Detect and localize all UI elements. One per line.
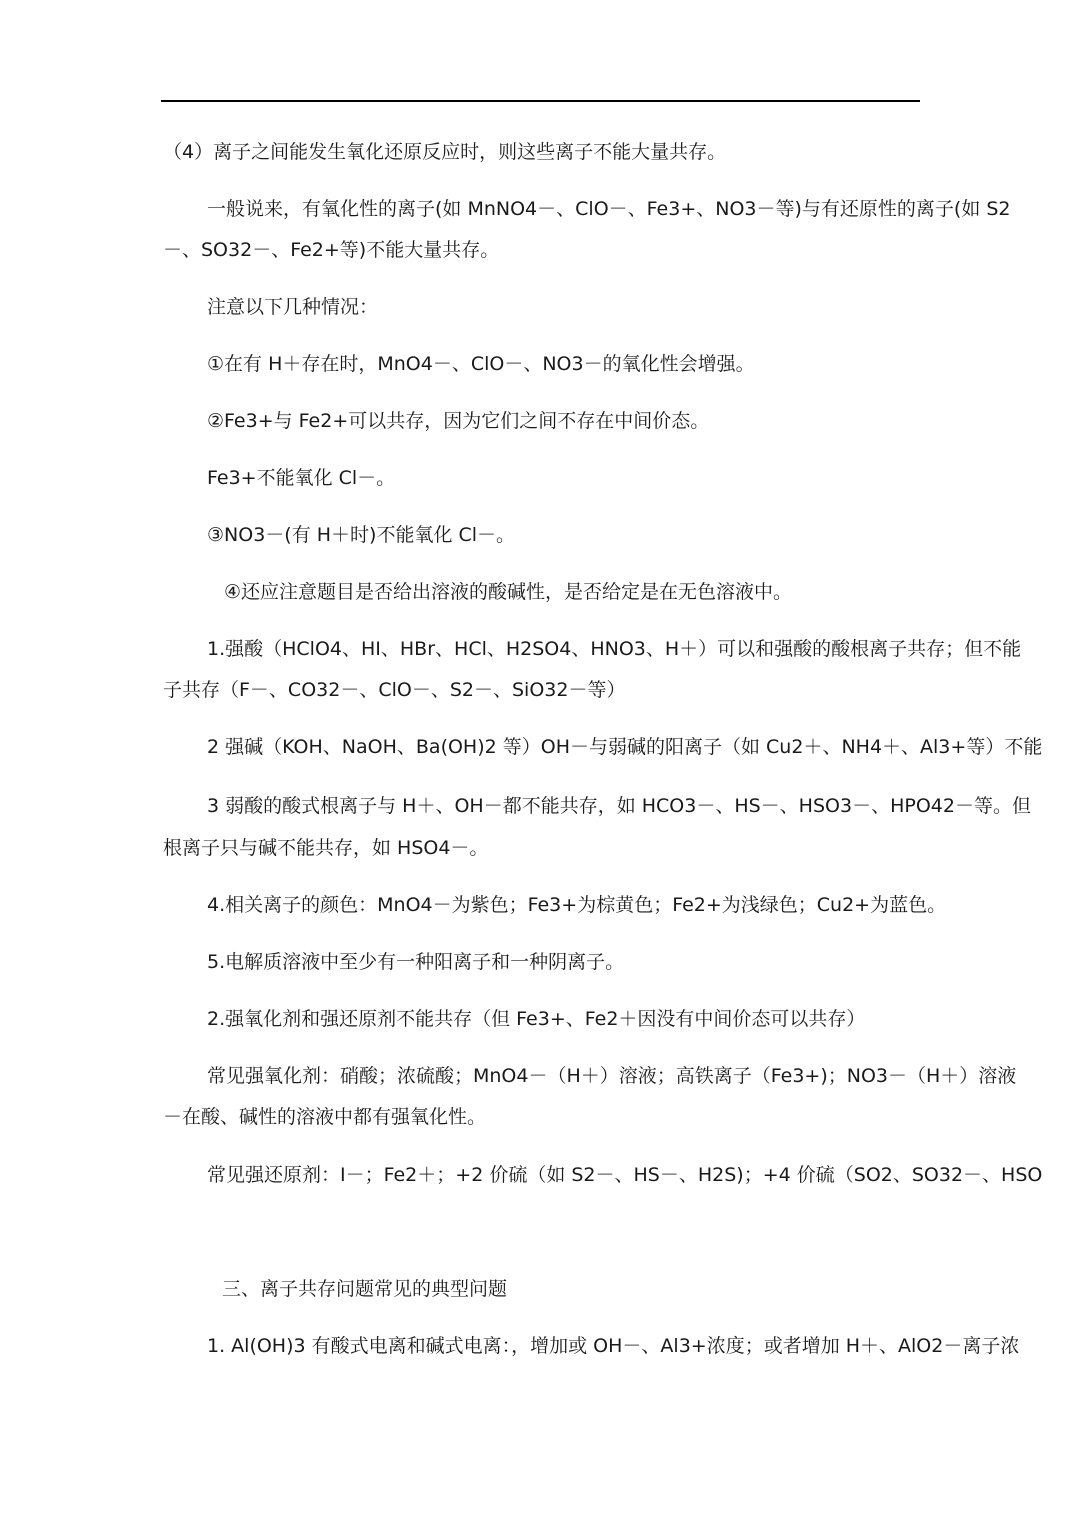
- text-line: 根离子只与碱不能共存，如 HSO4－。: [163, 837, 489, 859]
- text-line: 子共存（F－、CO32－、ClO－、S2－、SiO32－等）: [163, 679, 626, 701]
- text-line: ④还应注意题目是否给出溶液的酸碱性，是否给定是在无色溶液中。: [224, 581, 793, 603]
- text-line: 常见强还原剂：I－；Fe2＋；+2 价硫（如 S2－、HS－、H2S)；+4 价硫（SO2、SO32－、HSO: [207, 1164, 1043, 1186]
- text-line: 5.电解质溶液中至少有一种阳离子和一种阴离子。: [207, 951, 625, 973]
- text-line: ③NO3－(有 H＋时)不能氧化 Cl－。: [207, 524, 516, 546]
- section-heading: 三、离子共存问题常见的典型问题: [222, 1278, 508, 1300]
- text-line: 1.强酸（HClO4、HI、HBr、HCl、H2SO4、HNO3、H＋）可以和强酸的酸根离子共存；但不能: [207, 638, 1022, 660]
- text-line: ②Fe3+与 Fe2+可以共存，因为它们之间不存在中间价态。: [207, 410, 710, 432]
- text-line: Fe3+不能氧化 Cl－。: [207, 467, 396, 489]
- text-line: 4.相关离子的颜色：MnO4－为紫色；Fe3+为棕黄色；Fe2+为浅绿色；Cu2+为蓝色。: [207, 894, 947, 916]
- text-line: 注意以下几种情况：: [207, 296, 379, 318]
- text-line: 常见强氧化剂：硝酸；浓硫酸；MnO4－（H＋）溶液；高铁离子（Fe3+)；NO3－（H＋）溶液: [207, 1065, 1017, 1087]
- text-line: 1. Al(OH)3 有酸式电离和碱式电离：，增加或 OH－、Al3+浓度；或者增加 H＋、AlO2－离子浓: [207, 1335, 1020, 1357]
- text-line: 3 弱酸的酸式根离子与 H＋、OH－都不能共存，如 HCO3－、HS－、HSO3－、HPO42－等。但: [207, 795, 1031, 817]
- text-line: （4）离子之间能发生氧化还原反应时，则这些离子不能大量共存。: [163, 141, 727, 163]
- text-line: 2 强碱（KOH、NaOH、Ba(OH)2 等）OH－与弱碱的阳离子（如 Cu2＋、NH4＋、Al3+等）不能: [207, 736, 1043, 758]
- text-line: －、SO32－、Fe2+等)不能大量共存。: [163, 239, 500, 261]
- text-line: 2.强氧化剂和强还原剂不能共存（但 Fe3+、Fe2＋因没有中间价态可以共存）: [207, 1008, 866, 1030]
- text-line: 一般说来，有氧化性的离子(如 MnNO4－、ClO－、Fe3+、NO3－等)与有还原性的离子(如 S2: [207, 198, 1011, 220]
- text-line: －在酸、碱性的溶液中都有强氧化性。: [163, 1106, 487, 1128]
- text-line: ①在有 H＋存在时，MnO4－、ClO－、NO3－的氧化性会增强。: [207, 353, 755, 375]
- header-rule: [161, 100, 920, 102]
